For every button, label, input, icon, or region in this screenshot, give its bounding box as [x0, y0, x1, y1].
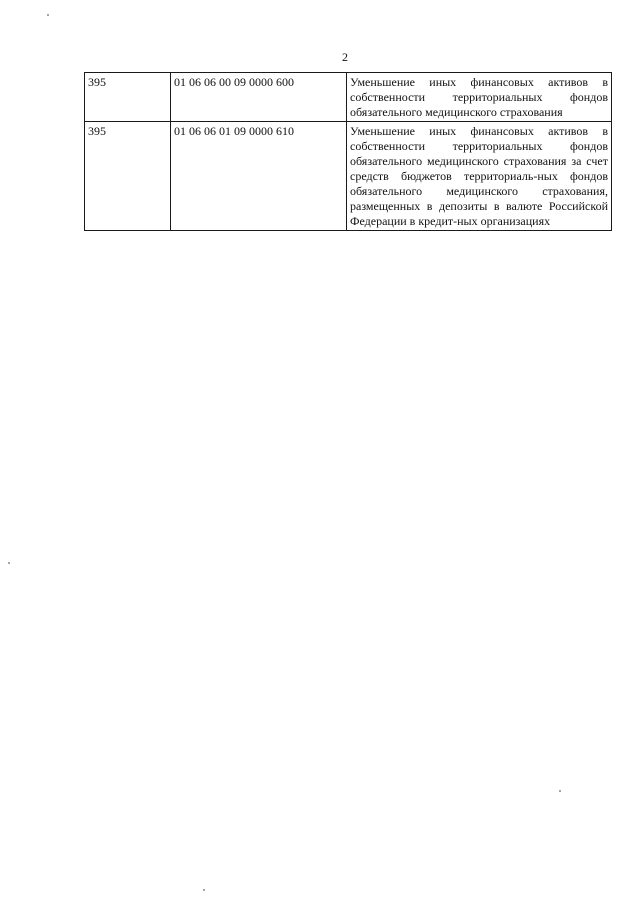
- budget-code-cell: 01 06 06 01 09 0000 610: [171, 122, 347, 231]
- budget-codes-table: [84, 72, 612, 231]
- page-number: 2: [342, 50, 348, 64]
- description-cell: Уменьшение иных финансовых активов в собственности территориальных фондов обязательного медицинского страхования за счет средств бюджетов территориаль-ных фондов обязательного медицинского страхования, размещенных в депозиты в валюте Российской Федерации в кредит-ных организациях: [347, 122, 612, 231]
- admin-code-cell: 395: [85, 73, 171, 122]
- scan-speck: [47, 14, 49, 16]
- admin-code-cell: 395: [85, 122, 171, 231]
- scan-speck: [559, 790, 561, 792]
- budget-code-cell: 01 06 06 00 09 0000 600: [171, 73, 347, 122]
- table-row: [85, 73, 612, 122]
- table-row: [85, 122, 612, 231]
- scan-speck: [8, 562, 10, 564]
- scan-speck: [203, 889, 205, 891]
- description-cell: Уменьшение иных финансовых активов в собственности территориальных фондов обязательного медицинского страхования: [347, 73, 612, 122]
